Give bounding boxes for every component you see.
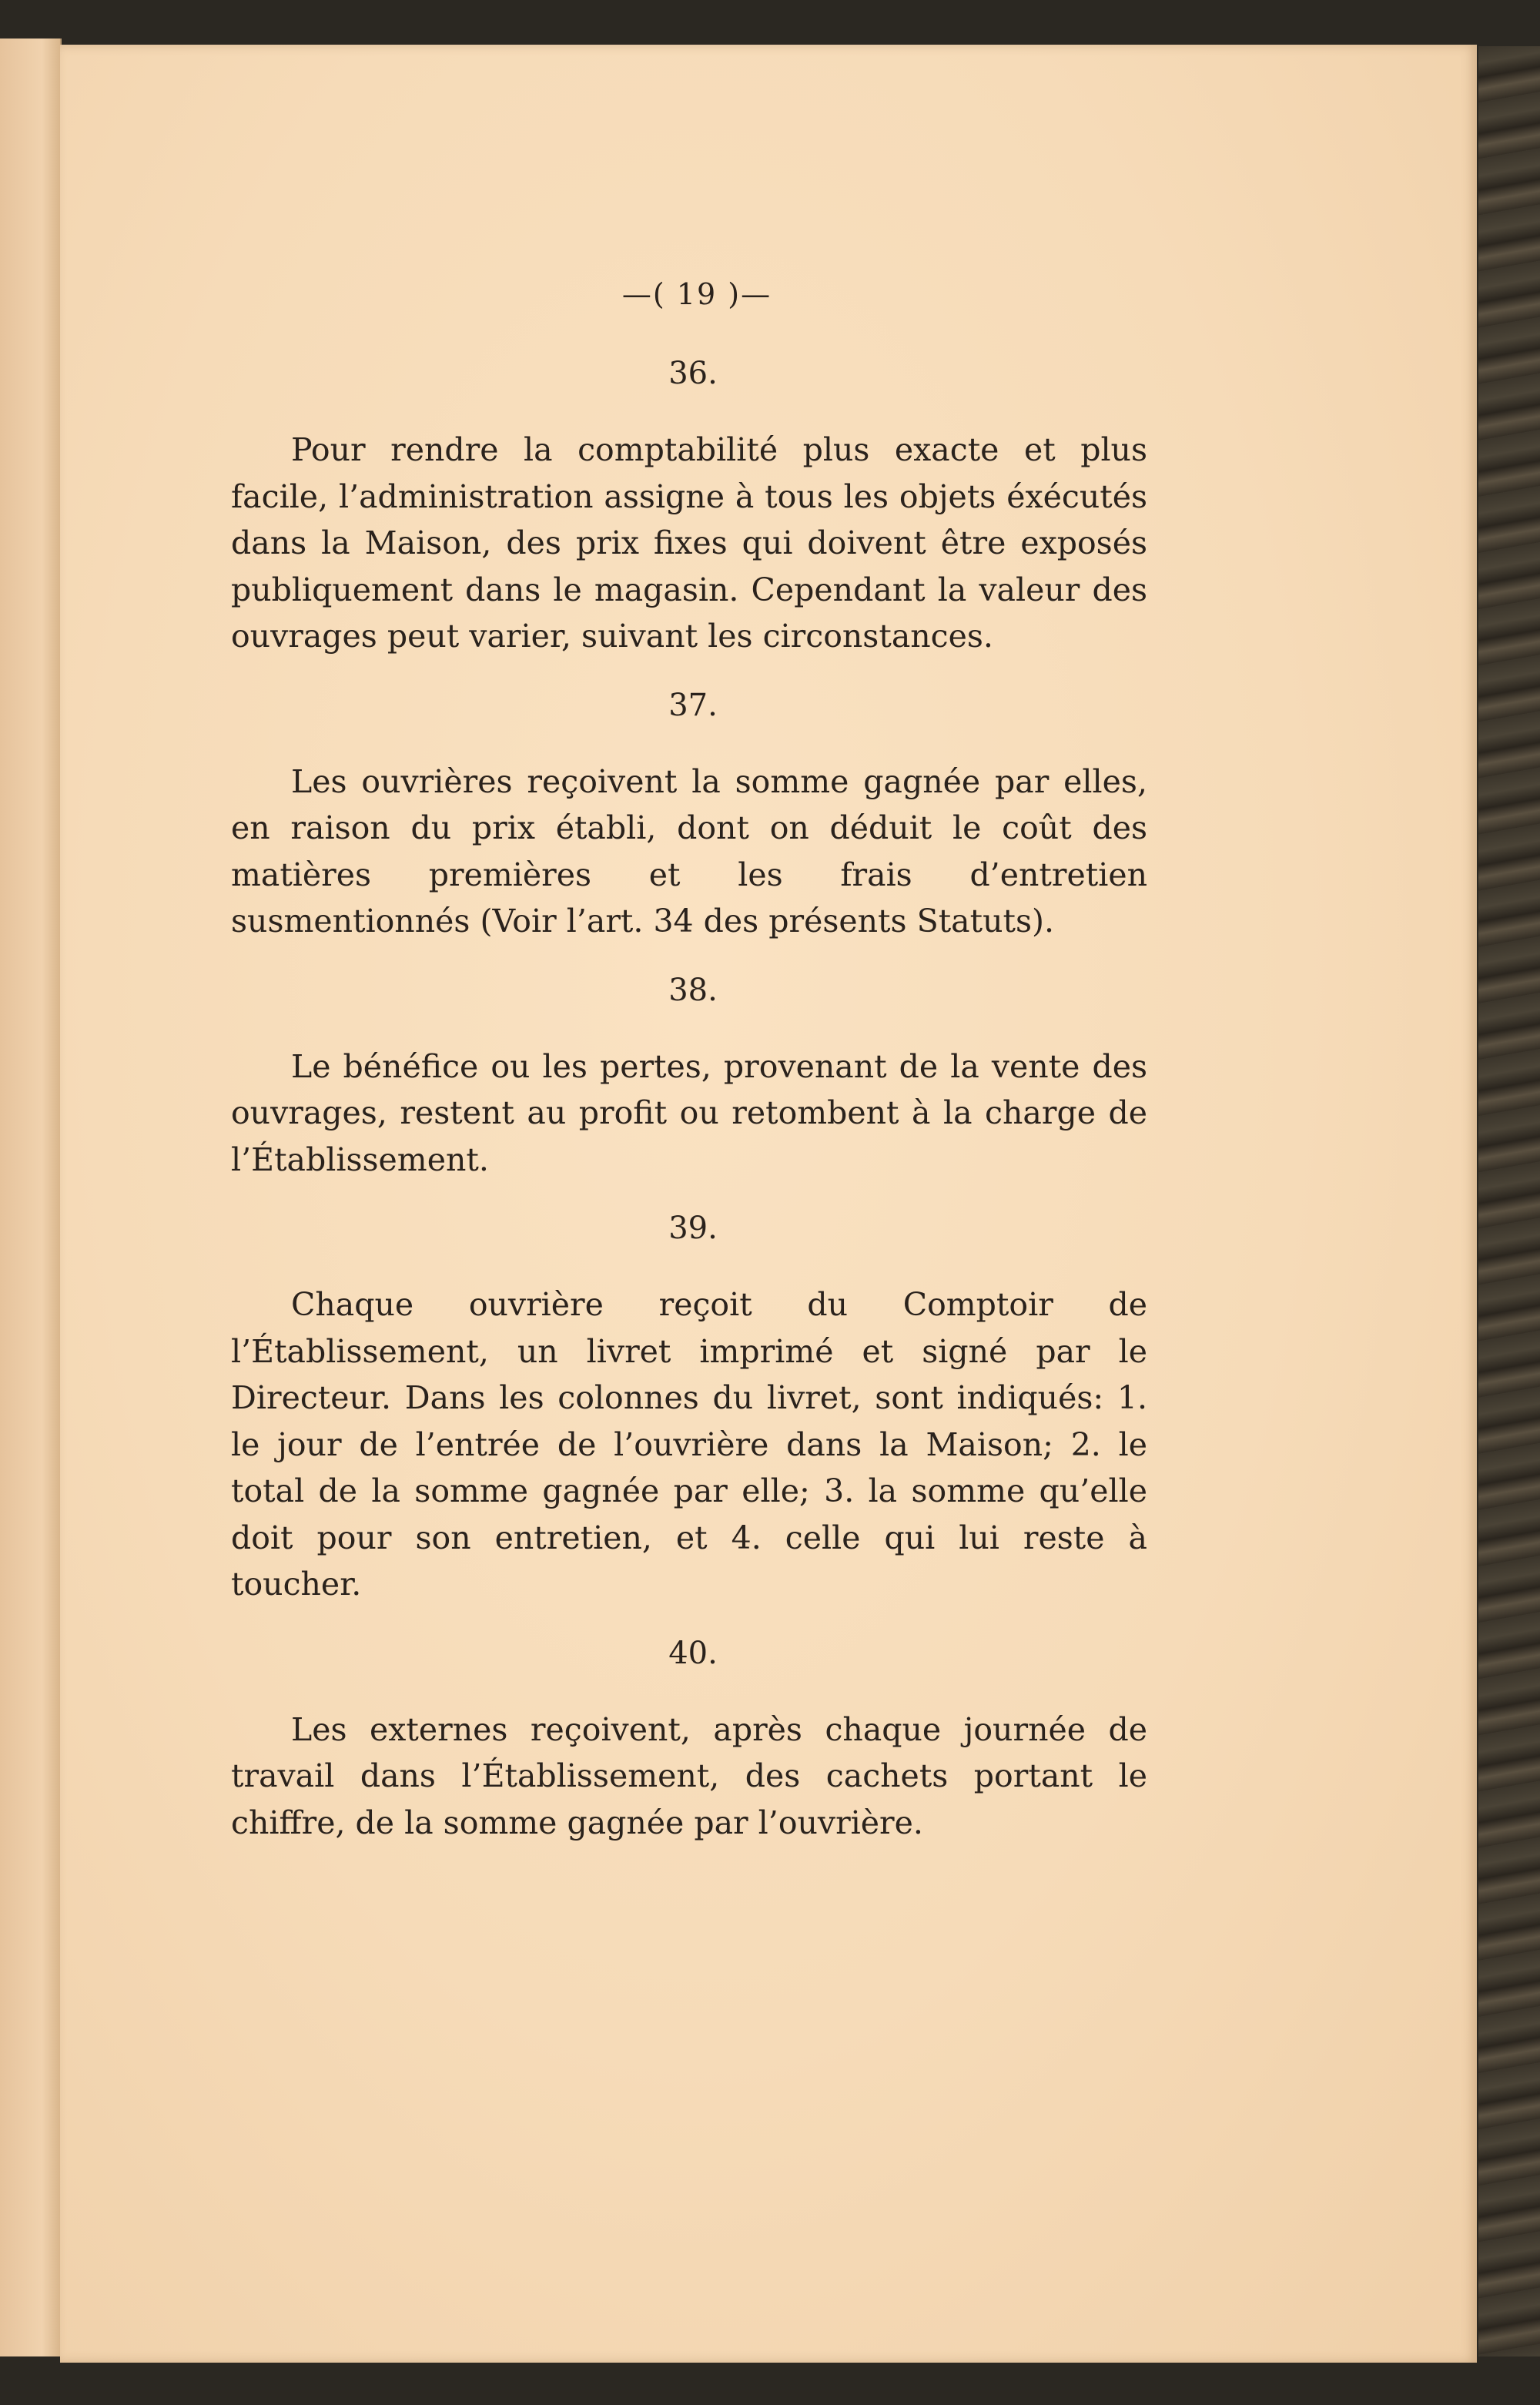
article-text: Pour rendre la comptabilité plus exacte et plus facile, l’administration assigne à tous les objets éxécutés dans la Maison, des prix fixes qui doivent être exposés publiquement dans le magasin. Cependant la valeur des ouvrages peut varier, suivant les circonstances.	[231, 431, 1147, 655]
page-number: —( 19 )—	[621, 277, 772, 311]
article-39	[231, 1211, 1147, 1608]
page-text-block	[231, 277, 1147, 1874]
article-number: 38.	[668, 972, 718, 1008]
previous-page-edge	[0, 39, 62, 2356]
article-number: 40.	[668, 1635, 718, 1671]
article-text: Les ouvrières reçoivent la somme gagnée par elles, en raison du prix établi, dont on déduit le coût des matières premières et les frais d’entretien susmentionnés (Voir l’art. 34 des présents Statuts).	[231, 762, 1147, 940]
marbled-binding-edge	[1478, 46, 1540, 2356]
article-number: 36.	[668, 356, 718, 391]
article-text: Les externes reçoivent, après chaque journée de travail dans l’Établissement, des cachets portant le chiffre, de la somme gagnée par l’ouvrière.	[231, 1710, 1147, 1841]
article-number: 39.	[668, 1211, 718, 1246]
article-37	[231, 688, 1147, 945]
article-text: Le bénéfice ou les pertes, provenant de la vente des ouvrages, restent au profit ou retombent à la charge de l’Établissement.	[231, 1047, 1147, 1178]
article-36	[231, 356, 1147, 660]
article-text: Chaque ouvrière reçoit du Comptoir de l’Établissement, un livret imprimé et signé par le Directeur. Dans les colonnes du livret, sont indiqués: 1. le jour de l’entrée de l’ouvrière dans la Maison; 2. le total de la somme gagnée par elle; 3. la somme qu’elle doit pour son entretien, et 4. celle qui lui reste à toucher.	[231, 1286, 1147, 1603]
article-40	[231, 1636, 1147, 1847]
article-number: 37.	[668, 687, 718, 723]
article-38	[231, 973, 1147, 1184]
